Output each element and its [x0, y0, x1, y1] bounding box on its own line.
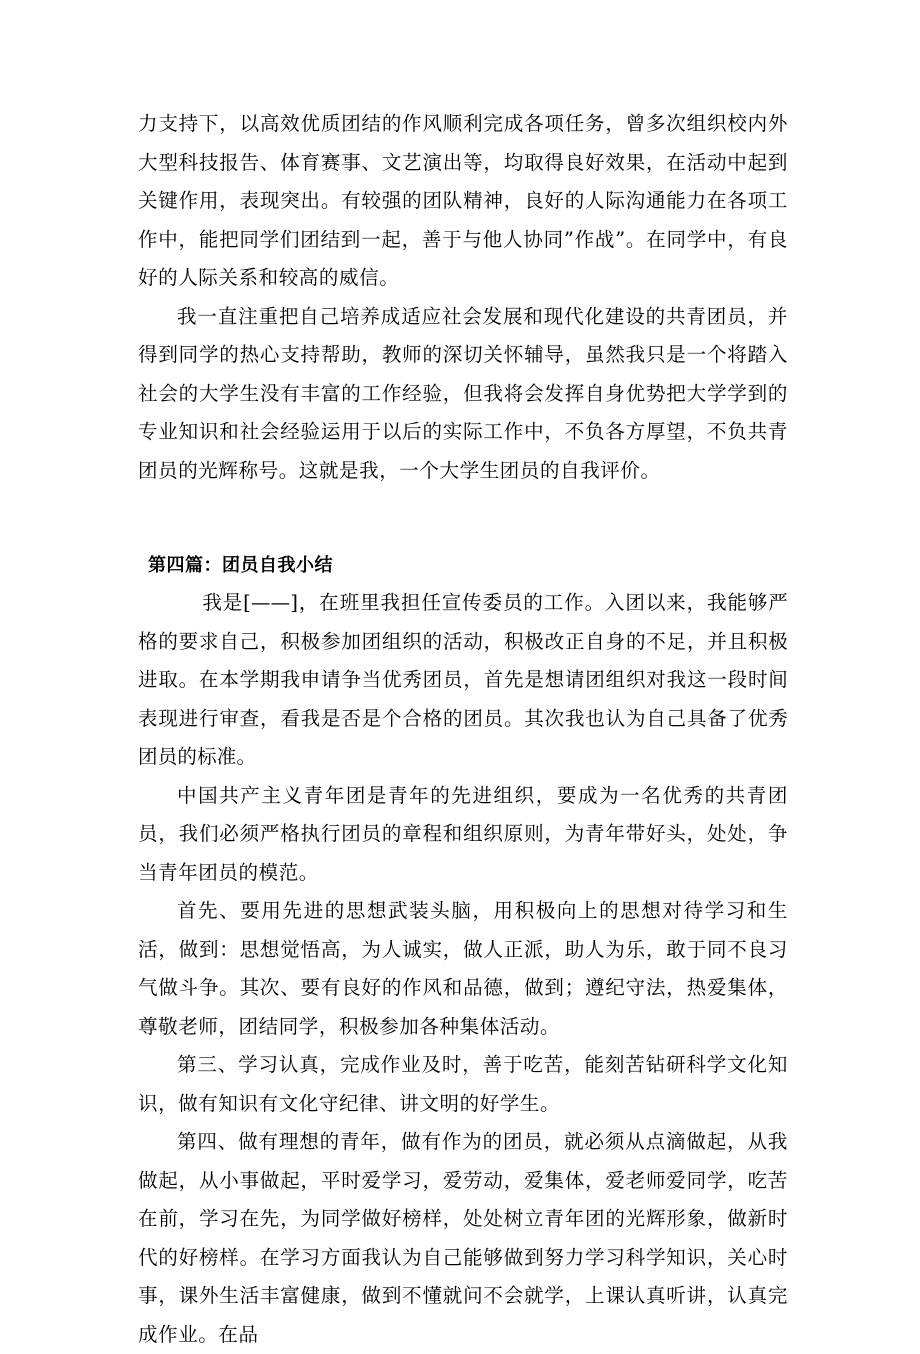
paragraph: 首先、要用先进的思想武装头脑，用积极向上的思想对待学习和生活，做到：思想觉悟高，为人诚实，做人正派，助人为乐，敢于同不良习气做斗争。其次、要有良好的作风和品德，做到；遵纪守法，热爱集体，尊敬老师，团结同学，积极参加各种集体活动。 [138, 899, 788, 1038]
section-heading: 第四篇：团员自我小结 [148, 555, 333, 576]
paragraph: 力支持下，以高效优质团结的作风顺利完成各项任务，曾多次组织校内外大型科技报告、体育赛事、文艺演出等，均取得良好效果，在活动中起到关键作用，表现突出。有较强的团队精神，良好的人际沟通能力在各项工作中，能把同学们团结到一起，善于与他人协同”作战”。在同学中，有良好的人际关系和较高的威信。 [138, 112, 788, 289]
document-body [138, 105, 788, 1354]
paragraph: 中国共产主义青年团是青年的先进组织，要成为一名优秀的共青团员，我们必须严格执行团员的章程和组织原则，为青年带好头，处处，争当青年团员的模范。 [138, 783, 788, 884]
paragraph: 我一直注重把自己培养成适应社会发展和现代化建设的共青团员，并得到同学的热心支持帮助，教师的深切关怀辅导，虽然我只是一个将踏入社会的大学生没有丰富的工作经验，但我将会发挥自身优势把大学学到的专业知识和社会经验运用于以后的实际工作中，不负各方厚望，不负共青团员的光辉称号。这就是我，一个大学生团员的自我评价。 [138, 304, 788, 482]
paragraph: 我是[——]，在班里我担任宣传委员的工作。入团以来，我能够严格的要求自己，积极参加团组织的活动，积极改正自身的不足，并且积极进取。在本学期我申请争当优秀团员，首先是想请团组织对我这一段时间表现进行审查，看我是否是个合格的团员。其次我也认为自己具备了优秀团员的标准。 [138, 591, 788, 768]
paragraph: 第三、学习认真，完成作业及时，善于吃苦，能刻苦钻研科学文化知识，做有知识有文化守纪律、讲文明的好学生。 [138, 1053, 788, 1115]
paragraph: 第四、做有理想的青年，做有作为的团员，就必须从点滴做起，从我做起，从小事做起，平时爱学习，爱劳动，爱集体，爱老师爱同学，吃苦在前，学习在先，为同学做好榜样，处处树立青年团的光辉形象，做新时代的好榜样。在学习方面我认为自己能够做到努力学习科学知识，关心时事，课外生活丰富健康，做到不懂就问不会就学，上课认真听讲，认真完成作业。在品 [138, 1130, 788, 1346]
